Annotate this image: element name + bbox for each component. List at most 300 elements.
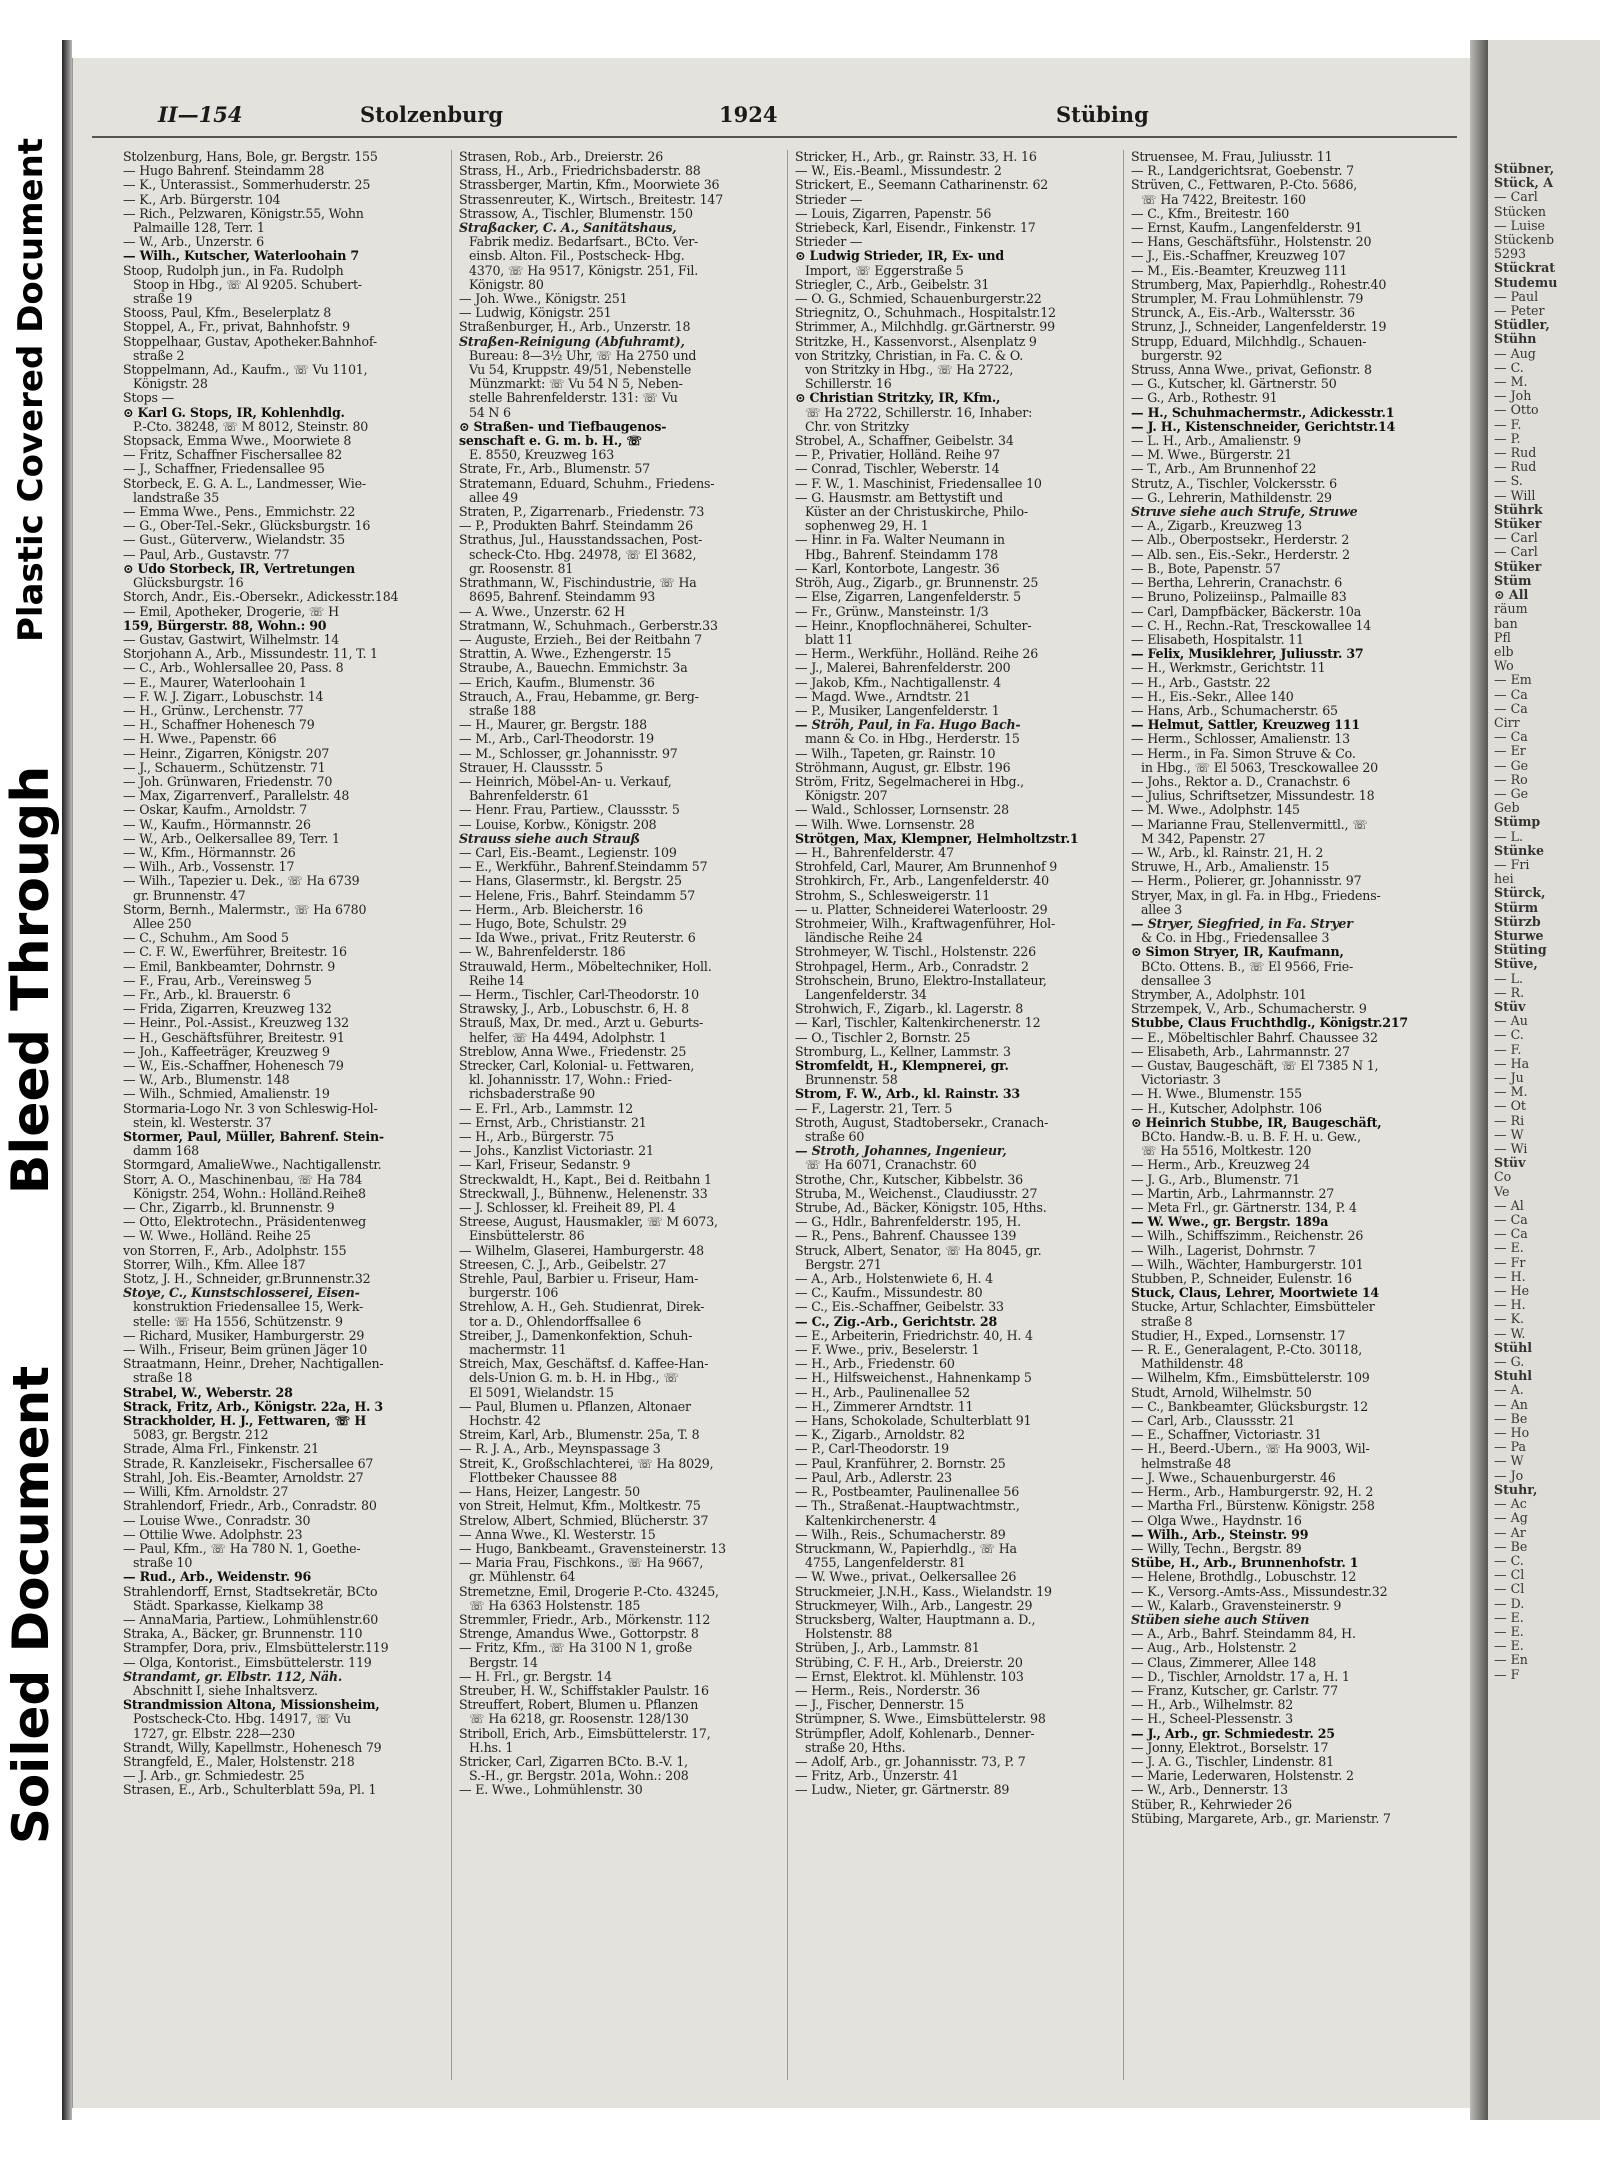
next-page-entry: Stühl <box>1494 1339 1533 1355</box>
directory-entry: Strupp, Eduard, Milchhdlg., Schauen- <box>1131 334 1367 349</box>
directory-entry: — AnnaMaria, Partiew., Lohmühlenstr.60 <box>123 1612 379 1627</box>
directory-entry: Striboll, Erich, Arb., Eimsbüttelerstr. 17, <box>459 1726 711 1741</box>
next-page-entry: Stübner, <box>1494 161 1555 176</box>
directory-entry: Stormgard, AmalieWwe., Nachtigallenstr. <box>123 1158 382 1173</box>
next-page-entry: Stuhl <box>1494 1368 1533 1384</box>
directory-entry: Strass, H., Arb., Friedrichsbaderstr. 88 <box>459 164 701 179</box>
next-page-entry: Cirr <box>1494 714 1520 730</box>
directory-entry: — W., Bahrenfelderstr. 186 <box>459 945 626 960</box>
directory-entry: dels-Union G. m. b. H. in Hbg., ☏ <box>469 1371 679 1386</box>
next-page-entry: — H. <box>1494 1268 1526 1284</box>
next-page-entry: hei <box>1494 871 1514 887</box>
directory-entry: E. 8550, Kreuzweg 163 <box>469 448 615 463</box>
directory-entry: Strötgen, Max, Klempner, Helmholtzstr.1 <box>795 831 1079 846</box>
directory-entry: — Karl, Kontorbote, Langestr. 36 <box>795 561 1000 576</box>
soiled-document-label: Soiled Document <box>2 1365 61 1845</box>
directory-entry: — Bertha, Lehrerin, Cranachstr. 6 <box>1131 576 1343 591</box>
directory-entry: straße 2 <box>133 348 185 363</box>
directory-entry: kl. Johannisstr. 17, Wohn.: Fried- <box>469 1073 672 1088</box>
directory-entry: — M., Schlosser, gr. Johannisstr. 97 <box>459 746 678 761</box>
directory-entry: tor a. D., Ohlendorffsallee 6 <box>469 1314 642 1329</box>
directory-entry: — Frida, Zigarren, Kreuzweg 132 <box>123 1002 332 1017</box>
directory-entry: — Elisabeth, Hospitalstr. 11 <box>1131 632 1304 647</box>
directory-entry: richsbaderstraße 90 <box>469 1087 595 1102</box>
directory-entry: Reihe 14 <box>469 973 524 988</box>
directory-entry: — H. Frl., gr. Bergstr. 14 <box>459 1669 612 1684</box>
directory-entry: stelle: ☏ Ha 1556, Schützenstr. 9 <box>133 1314 343 1329</box>
directory-entry: — Erich, Kaufm., Blumenstr. 36 <box>459 675 655 690</box>
directory-entry: Struckmann, W., Papierhdlg., ☏ Ha <box>795 1541 1017 1556</box>
directory-entry: — Bruno, Polizeiinsp., Palmaille 83 <box>1131 590 1347 605</box>
directory-entry: — Willi, Kfm. Arnoldstr. 27 <box>123 1485 289 1500</box>
directory-entry: — Joh., Kaffeeträger, Kreuzweg 9 <box>123 1044 330 1059</box>
directory-entry: Stoppelmann, Ad., Kaufm., ☏ Vu 1101, <box>123 363 368 378</box>
directory-entry: — W., Eis.-Schaffner, Hohenesch 79 <box>123 1059 344 1073</box>
next-page-entry: — Paul <box>1494 288 1539 304</box>
next-page-entry: Stührk <box>1494 501 1543 517</box>
directory-entry: ☏ Ha 5516, Moltkestr. 120 <box>1141 1144 1312 1159</box>
directory-entry: — W., Eis.-Beaml., Missundestr. 2 <box>795 164 1002 179</box>
directory-entry: allee 49 <box>469 490 518 505</box>
directory-entry: Holstenstr. 88 <box>805 1627 893 1642</box>
directory-entry: Strahlendorf, Friedr., Arb., Conradstr. 80 <box>123 1499 377 1514</box>
directory-entry: von Stritzky, Christian, in Fa. C. & O. <box>795 348 1024 363</box>
directory-entry: ☏ Ha 6363 Holstenstr. 185 <box>469 1598 641 1613</box>
directory-entry: Strohschein, Bruno, Elektro-Installateur, <box>795 973 1047 988</box>
directory-entry: — Gustav, Baugeschäft, ☏ El 7385 N 1, <box>1131 1059 1379 1073</box>
directory-entry: Strecker, Carl, Kolonial- u. Fettwaren, <box>459 1059 695 1073</box>
directory-entry: — J. H., Kistenschneider, Gerichtstr.14 <box>1131 419 1396 434</box>
directory-entry: — Paul, Blumen u. Pflanzen, Altonaer <box>459 1399 691 1414</box>
directory-entry: Stopsack, Emma Wwe., Moorwiete 8 <box>123 434 352 449</box>
directory-entry: Struckmeier, J.N.H., Kass., Wielandstr. 19 <box>795 1584 1052 1599</box>
directory-entry: Strohmeyer, W. Tischl., Holstenstr. 226 <box>795 945 1036 960</box>
next-page-entry: — F. <box>1494 1041 1522 1057</box>
directory-entry: — A. Wwe., Unzerstr. 62 H <box>459 604 625 619</box>
directory-entry: Strassow, A., Tischler, Blumenstr. 150 <box>459 206 693 221</box>
directory-entry: Einsbüttelerstr. 86 <box>469 1229 585 1244</box>
next-page-entry: Ve <box>1494 1183 1510 1199</box>
next-page-entry: — C. <box>1494 1552 1524 1568</box>
directory-entry: — Wilh., Lagerist, Dohrnstr. 7 <box>1131 1243 1316 1258</box>
next-page-entry: — An <box>1494 1396 1528 1412</box>
next-page-entry: — F. <box>1494 416 1522 432</box>
directory-entry: — F., Frau, Arb., Vereinsweg 5 <box>123 973 312 988</box>
directory-entry: — Ströh, Paul, in Fa. Hugo Bach- <box>795 718 1021 733</box>
directory-entry: — C., Zig.-Arb., Gerichtstr. 28 <box>795 1314 998 1329</box>
directory-entry: Strieder — <box>795 235 863 250</box>
next-page-entry: — Be <box>1494 1538 1528 1554</box>
directory-entry: Hbg., Bahrenf. Steindamm 178 <box>805 547 998 562</box>
directory-entry: — C., Eis.-Schaffner, Geibelstr. 33 <box>795 1300 1004 1315</box>
directory-entry: — E., Möbeltischler Bahrf. Chaussee 32 <box>1131 1030 1378 1045</box>
directory-entry: straße 188 <box>469 703 536 718</box>
directory-entry: — R., Pens., Bahrenf. Chaussee 139 <box>795 1229 1017 1244</box>
next-page-entry: — Rud <box>1494 445 1537 461</box>
next-page-fragment <box>1488 40 1600 2120</box>
directory-entry: Städt. Sparkasse, Kielkamp 38 <box>133 1598 324 1613</box>
directory-entry: Bahrenfelderstr. 61 <box>469 789 590 804</box>
header-year: 1924 <box>719 102 778 127</box>
directory-entry: — Paul, Arb., Gustavstr. 77 <box>123 547 290 562</box>
directory-entry: — H., Beerd.-Übern., ☏ Ha 9003, Wil- <box>1131 1442 1370 1457</box>
directory-entry: M 342, Papenstr. 27 <box>1141 831 1266 846</box>
directory-entry: — Elisabeth, Arb., Lahrmannstr. 27 <box>1131 1044 1350 1059</box>
directory-entry: Strümpner, S. Wwe., Eimsbüttelerstr. 98 <box>795 1712 1046 1727</box>
next-page-entry: — Cl <box>1494 1581 1525 1597</box>
directory-entry: Storr, A. O., Maschinenbau, ☏ Ha 784 <box>123 1172 363 1187</box>
directory-entry: scheck-Cto. Hbg. 24978, ☏ El 3682, <box>469 547 697 562</box>
directory-entry: — F., Lagerstr. 21, Terr. 5 <box>795 1101 953 1116</box>
directory-entry: gr. Mühlenstr. 64 <box>469 1570 576 1585</box>
directory-entry: Stoye, C., Kunstschlosserei, Eisen- <box>123 1286 360 1301</box>
directory-entry: H.hs. 1 <box>469 1740 514 1755</box>
directory-entry: ⊙ Karl G. Stops, IR, Kohlenhdlg. <box>123 405 345 420</box>
directory-entry: densallee 3 <box>1141 973 1212 988</box>
directory-entry: Postscheck-Cto. Hbg. 14917, ☏ Vu <box>133 1712 351 1727</box>
next-page-entry: — Joh <box>1494 388 1532 404</box>
next-page-entry: — W <box>1494 1453 1524 1469</box>
directory-entry: — Fritz, Arb., Unzerstr. 41 <box>795 1769 959 1784</box>
next-page-entry: — Ca <box>1494 1212 1528 1228</box>
directory-entry: BCto. Ottens. B., ☏ El 9566, Frie- <box>1141 959 1354 974</box>
directory-entry: — Emma Wwe., Pens., Emmichstr. 22 <box>123 505 356 520</box>
directory-entry: — Max, Zigarrenverf., Parallelstr. 48 <box>123 789 350 804</box>
directory-entry: Königstr. 28 <box>133 377 208 392</box>
directory-entry: — H., Geschäftsführer, Breitestr. 91 <box>123 1030 345 1045</box>
directory-entry: Stotz, J. H., Schneider, gr.Brunnenstr.32 <box>123 1272 371 1287</box>
next-page-entry: — Er <box>1494 743 1526 759</box>
directory-entry: — Hinr. in Fa. Walter Neumann in <box>795 533 1005 548</box>
next-page-entry: — Ac <box>1494 1496 1527 1512</box>
directory-entry: — Karl, Tischler, Kaltenkirchenerstr. 12 <box>795 1016 1041 1031</box>
directory-entry: Stricker, Carl, Zigarren BCto. B.-V. 1, <box>459 1754 688 1769</box>
directory-entry: — Alb. sen., Eis.-Sekr., Herderstr. 2 <box>1131 547 1350 562</box>
directory-entry: — Wilh., Schiffszimm., Reichenstr. 26 <box>1131 1229 1364 1244</box>
directory-entry: Streit, K., Großschlachterei, ☏ Ha 8029, <box>459 1456 714 1471</box>
directory-entry: Struss, Anna Wwe., privat, Gefionstr. 8 <box>1131 363 1372 378</box>
directory-entry: — Hans, Glasermstr., kl. Bergstr. 25 <box>459 874 682 889</box>
directory-entry: — H., Arb., Paulinenallee 52 <box>795 1385 970 1400</box>
next-page-entry: — K. <box>1494 1311 1525 1327</box>
directory-entry: Strathmann, W., Fischindustrie, ☏ Ha <box>459 576 697 591</box>
directory-entry: — H., Bahrenfelderstr. 47 <box>795 845 954 860</box>
directory-entry: Stuck, Claus, Lehrer, Moortwiete 14 <box>1131 1286 1379 1301</box>
directory-entry: — Oskar, Kaufm., Arnoldstr. 7 <box>123 803 308 818</box>
next-page-entry: — E. <box>1494 1623 1524 1639</box>
directory-entry: — Gust., Güterverw., Wielandstr. 35 <box>123 533 345 548</box>
directory-entry: — Louise, Korbw., Königstr. 208 <box>459 817 657 832</box>
directory-entry: — H., Arb., Bürgerstr. 75 <box>459 1130 614 1145</box>
directory-entry: Straatmann, Heinr., Dreher, Nachtigallen- <box>123 1357 384 1372</box>
directory-entry: Struwe, H., Arb., Amalienstr. 15 <box>1131 860 1330 875</box>
directory-entry: Streuffert, Robert, Blumen u. Pflanzen <box>459 1698 699 1713</box>
next-page-entry: Sturwe <box>1494 927 1544 943</box>
directory-entry: Stremetzne, Emil, Drogerie P.-Cto. 43245, <box>459 1584 719 1599</box>
next-page-entry: — Ge <box>1494 757 1529 773</box>
directory-entry: — Claus, Zimmerer, Allee 148 <box>1131 1655 1317 1670</box>
directory-entry: Strahl, Joh. Eis.-Beamter, Arnoldstr. 27 <box>123 1470 364 1485</box>
bleed-through-label: Bleed Through <box>1 765 62 1195</box>
next-page-entry: — M. <box>1494 374 1528 390</box>
directory-entry: Storch, Andr., Eis.-Obersekr., Adickesstr.184 <box>123 590 399 605</box>
next-page-entry: — W <box>1494 1126 1524 1142</box>
directory-entry: Strathus, Jul., Hausstandssachen, Post- <box>459 533 703 548</box>
directory-entry: — W., Arb., Unzerstr. 6 <box>123 235 264 250</box>
directory-entry: — W. Wwe., privat., Oelkersallee 26 <box>795 1570 1017 1585</box>
directory-entry: — W., Arb., Oelkersallee 89, Terr. 1 <box>123 831 340 846</box>
directory-entry: — Fr., Arb., kl. Brauerstr. 6 <box>123 987 291 1002</box>
directory-entry: Königstr. 207 <box>805 789 888 804</box>
directory-entry: straße 10 <box>133 1556 193 1571</box>
next-page-entry: Stüting <box>1494 942 1547 958</box>
directory-entry: Strohkirch, Fr., Arb., Langenfelderstr. 40 <box>795 874 1049 889</box>
directory-entry: — Wilh., Friseur, Beim grünen Jäger 10 <box>123 1343 368 1358</box>
column-divider <box>787 150 788 2080</box>
directory-entry: von Storren, F., Arb., Adolphstr. 155 <box>123 1243 347 1258</box>
directory-entry: — R., Postbeamter, Paulinenallee 56 <box>795 1485 1020 1500</box>
directory-entry: Strunz, J., Schneider, Langenfelderstr. 19 <box>1131 320 1387 335</box>
directory-entry: straße 18 <box>133 1371 193 1386</box>
directory-entry: — Herm., Arb. Bleicherstr. 16 <box>459 902 643 917</box>
next-page-entry: — Fr <box>1494 1254 1526 1270</box>
directory-entry: sophenweg 29, H. 1 <box>805 519 929 534</box>
directory-entry: & Co. in Hbg., Friedensallee 3 <box>1141 931 1330 946</box>
directory-entry: — Carl, Dampfbäcker, Bäckerstr. 10a <box>1131 604 1362 619</box>
directory-entry: machermstr. 11 <box>469 1343 567 1358</box>
directory-entry: — O., Tischler 2, Bornstr. 25 <box>795 1030 971 1045</box>
directory-entry: Strangfeld, E., Maler, Holstenstr. 218 <box>123 1754 355 1769</box>
directory-entry: 8695, Bahrenf. Steindamm 93 <box>469 590 656 605</box>
directory-entry: Stubben, P., Schneider, Eulenstr. 16 <box>1131 1272 1352 1287</box>
directory-entry: — Heinr., Pol.-Assist., Kreuzweg 132 <box>123 1016 349 1031</box>
directory-entry: Palmaille 128, Terr. 1 <box>133 221 265 236</box>
next-page-entry: — H. <box>1494 1297 1526 1313</box>
directory-entry: — D., Tischler, Arnoldstr. 17 a, H. 1 <box>1131 1669 1350 1684</box>
directory-entry: Strassenreuter, K., Wirtsch., Breitestr. 147 <box>459 192 724 207</box>
directory-entry: in Hbg., ☏ El 5063, Tresckowallee 20 <box>1141 760 1378 775</box>
directory-entry: gr. Brunnenstr. 47 <box>133 888 246 903</box>
next-page-entry: Stüker <box>1494 516 1542 532</box>
directory-entry: Strade, R. Kanzleisekr., Fischersallee 67 <box>123 1456 374 1471</box>
directory-entry: Strauch, A., Frau, Hebamme, gr. Berg- <box>459 689 699 704</box>
column-2 <box>459 150 775 2080</box>
directory-entry: — A., Arb., Holstenwiete 6, H. 4 <box>795 1272 993 1287</box>
directory-entry: — Carl, Arb., Claussstr. 21 <box>1131 1414 1295 1429</box>
next-page-entry: Stühn <box>1494 331 1537 347</box>
directory-entry: — Willy, Techn., Bergstr. 89 <box>1131 1541 1302 1556</box>
directory-entry: Strümpfler, Adolf, Kohlenarb., Denner- <box>795 1726 1035 1741</box>
next-page-entry: Stüdler, <box>1494 317 1550 333</box>
side-label-strip <box>0 0 62 2177</box>
directory-entry: — A., Zigarb., Kreuzweg 13 <box>1131 519 1302 534</box>
directory-entry: Stratmann, W., Schuhmach., Gerberstr.33 <box>459 618 718 633</box>
directory-entry: Strohfeld, Carl, Maurer, Am Brunnenhof 9 <box>795 860 1058 875</box>
next-page-entry: Stückenb <box>1494 232 1555 248</box>
directory-entry: Münzmarkt: ☏ Vu 54 N 5, Neben- <box>469 377 683 392</box>
directory-entry: — Paul, Kranführer, 2. Bornstr. 25 <box>795 1456 1006 1471</box>
directory-entry: — Hugo, Bote, Schulstr. 29 <box>459 916 627 931</box>
directory-entry: S.-H., gr. Bergstr. 201a, Wohn.: 208 <box>469 1769 689 1784</box>
next-page-entry: Pfl <box>1494 629 1511 645</box>
directory-entry: Strackholder, H. J., Fettwaren, ☏ H <box>123 1414 367 1429</box>
directory-entry: — O. G., Schmied, Schauenburgerstr.22 <box>795 292 1042 307</box>
next-page-entry: — L. <box>1494 828 1523 844</box>
directory-entry: Strattin, A. Wwe., Ezhengerstr. 15 <box>459 647 672 662</box>
directory-entry: — M., Eis.-Beamter, Kreuzweg 111 <box>1131 263 1348 278</box>
directory-entry: — F. Wwe., priv., Beselerstr. 1 <box>795 1343 980 1358</box>
directory-entry: — Jonny, Elektrot., Borselstr. 17 <box>1131 1740 1329 1755</box>
directory-entry: Streckwall, J., Bühnenw., Helenenstr. 33 <box>459 1186 708 1201</box>
next-page-entry: Stüv <box>1494 998 1526 1014</box>
next-page-entry: — En <box>1494 1652 1528 1668</box>
directory-entry: Straka, A., Bäcker, gr. Brunnenstr. 110 <box>123 1627 363 1642</box>
next-page-entry: — Em <box>1494 672 1532 688</box>
directory-entry: ⊙ Udo Storbeck, IR, Vertretungen <box>123 561 355 576</box>
directory-entry: Stoop, Rudolph jun., in Fa. Rudolph <box>123 263 344 278</box>
page-number: II—154 <box>158 102 243 127</box>
directory-entry: Streesen, C. J., Arb., Geibelstr. 27 <box>459 1257 667 1272</box>
directory-entry: — H., Schaffner Hohenesch 79 <box>123 718 315 733</box>
directory-entry: ☏ Ha 6218, gr. Roosenstr. 128/130 <box>469 1712 689 1727</box>
next-page-entry: — Carl <box>1494 544 1538 560</box>
directory-entry: — G., Lehrerin, Mathildenstr. 29 <box>1131 490 1332 505</box>
next-page-entry: — Carl <box>1494 530 1538 546</box>
directory-entry: — G., Arb., Rothestr. 91 <box>1131 391 1278 406</box>
next-page-entry: Stünke <box>1494 842 1544 858</box>
directory-entry: Flottbeker Chaussee 88 <box>469 1470 617 1485</box>
directory-entry: Striegnitz, O., Schuhmach., Hospitalstr.12 <box>795 306 1056 321</box>
directory-entry: Stoop in Hbg., ☏ Al 9205. Schubert- <box>133 277 362 292</box>
directory-entry: Storjohann A., Arb., Missundestr. 11, T. 1 <box>123 647 378 662</box>
directory-entry: — J., Malerei, Bahrenfelderstr. 200 <box>795 661 1011 676</box>
next-page-entry: — Ri <box>1494 1112 1525 1128</box>
next-page-entry: Stüv <box>1494 1155 1526 1171</box>
directory-entry: — Olga Wwe., Haydnstr. 16 <box>1131 1513 1302 1528</box>
next-page-entry: — L. <box>1494 970 1523 986</box>
directory-entry: — Louis, Zigarren, Papenstr. 56 <box>795 206 992 221</box>
directory-entry: — Alb., Oberpostsekr., Herderstr. 2 <box>1131 533 1350 548</box>
directory-entry: ☏ Ha 2722, Schillerstr. 16, Inhaber: <box>805 405 1033 420</box>
next-page-entry: — Rud <box>1494 459 1537 475</box>
directory-entry: — Joh. Wwe., Königstr. 251 <box>459 292 628 307</box>
directory-entry: — J., Schauerm., Schützenstr. 71 <box>123 760 326 775</box>
directory-entry: BCto. Handw.-B. u. B. F. H. u. Gew., <box>1141 1130 1361 1145</box>
next-page-entry: ⊙ All <box>1494 587 1529 603</box>
column-divider <box>1123 150 1124 2080</box>
directory-entry: Stolzenburg, Hans, Bole, gr. Bergstr. 155 <box>123 150 378 164</box>
directory-entry: — H., Kutscher, Adolphstr. 106 <box>1131 1101 1322 1116</box>
directory-entry: — Herm., Arb., Kreuzweg 24 <box>1131 1158 1310 1173</box>
directory-entry: — Otto, Elektrotechn., Präsidentenweg <box>123 1215 367 1230</box>
next-page-entry: Stürm <box>1494 899 1539 915</box>
next-page-entry: — C. <box>1494 1027 1524 1043</box>
directory-entry: Straßen-Reinigung (Abfuhramt), <box>459 334 685 349</box>
directory-entry: Vu 54, Kruppstr. 49/51, Nebenstelle <box>469 363 692 378</box>
directory-entry: — E., Schaffner, Victoriastr. 31 <box>1131 1428 1322 1443</box>
directory-entry: stein, kl. Westerstr. 37 <box>133 1115 272 1130</box>
directory-entry: Strom, F. W., Arb., kl. Rainstr. 33 <box>795 1087 1020 1102</box>
directory-entry: — Johs., Kanzlist Victoriastr. 21 <box>459 1144 654 1159</box>
directory-entry: Strauer, H. Claussstr. 5 <box>459 760 603 775</box>
directory-entry: — Hans, Heizer, Langestr. 50 <box>459 1485 640 1500</box>
directory-entry: — H., Hilfsweichenst., Hahnenkamp 5 <box>795 1371 1032 1386</box>
directory-entry: — E. Frl., Arb., Lammstr. 12 <box>459 1101 634 1116</box>
directory-entry: stelle Bahrenfelderstr. 131: ☏ Vu <box>469 391 678 406</box>
directory-entry: — J. Schlosser, kl. Freiheit 89, Pl. 4 <box>459 1201 676 1216</box>
directory-entry: Strumberg, Max, Papierhdlg., Rohestr.40 <box>1131 277 1387 292</box>
directory-entry: — Emil, Apotheker, Drogerie, ☏ H <box>123 604 339 619</box>
directory-entry: Stübe, H., Arb., Brunnenhofstr. 1 <box>1131 1556 1359 1571</box>
directory-entry: — H., Grünw., Lerchenstr. 77 <box>123 703 304 718</box>
directory-entry: — Wilh., Tapeten, gr. Rainstr. 10 <box>795 746 996 761</box>
next-page-entries <box>1488 40 1600 1682</box>
directory-entry: — Herm., Tischler, Carl-Theodorstr. 10 <box>459 987 699 1002</box>
directory-entry: — Helene, Fris., Bahrf. Steindamm 57 <box>459 888 696 903</box>
next-page-entry: — Will <box>1494 487 1536 503</box>
directory-entry: Schillerstr. 16 <box>805 377 892 392</box>
directory-entry: Struck, Albert, Senator, ☏ Ha 8045, gr. <box>795 1243 1042 1258</box>
directory-entry: Striebeck, Karl, Eisendr., Finkenstr. 17 <box>795 221 1036 236</box>
directory-entry: — Jakob, Kfm., Nachtigallenstr. 4 <box>795 675 1002 690</box>
directory-entry: — L. H., Arb., Amalienstr. 9 <box>1131 434 1301 449</box>
page-gutter-shadow <box>1470 40 1488 2120</box>
directory-entry: Strunck, A., Eis.-Arb., Waltersstr. 36 <box>1131 306 1355 321</box>
directory-entry: Strack, Fritz, Arb., Königstr. 22a, H. 3 <box>123 1399 383 1414</box>
directory-entry: — Richard, Musiker, Hamburgerstr. 29 <box>123 1328 365 1343</box>
directory-entry: Stricker, H., Arb., gr. Rainstr. 33, H. 16 <box>795 150 1037 164</box>
directory-entry: — H., Scheel-Plessenstr. 3 <box>1131 1712 1293 1727</box>
directory-entry: Allee 250 <box>133 916 192 931</box>
directory-entry: — Hans, Geschäftsführ., Holstenstr. 20 <box>1131 235 1372 250</box>
directory-entry: — Ludw., Nieter, gr. Gärtnerstr. 89 <box>795 1783 1010 1798</box>
directory-entry: Stoppelhaar, Gustav, Apotheker.Bahnhof- <box>123 334 377 349</box>
directory-entry: Strassberger, Martin, Kfm., Moorwiete 36 <box>459 178 720 193</box>
directory-entry: — Heinr., Knopflochnäherei, Schulter- <box>795 618 1032 633</box>
directory-entry: Chr. von Stritzky <box>805 419 909 434</box>
directory-entry: einsb. Alton. Fil., Postscheck- Hbg. <box>469 249 685 264</box>
directory-entry: Stubbe, Claus Fruchthdlg., Königstr.217 <box>1131 1016 1408 1031</box>
directory-entry: Küster an der Christuskirche, Philo- <box>805 505 1028 520</box>
directory-entry: Stratemann, Eduard, Schuhm., Friedens- <box>459 476 715 491</box>
directory-entry: — J., Eis.-Schaffner, Kreuzweg 107 <box>1131 249 1346 264</box>
directory-entry: Storrer, Wilh., Kfm. Allee 187 <box>123 1257 306 1272</box>
next-page-entry: Stückrat <box>1494 260 1556 276</box>
directory-entry: Studt, Arnold, Wilhelmstr. 50 <box>1131 1385 1312 1400</box>
directory-entry: — W., Arb., kl. Rainstr. 21, H. 2 <box>1131 845 1324 860</box>
directory-entry: blatt 11 <box>805 632 854 647</box>
directory-entry: Strasen, Rob., Arb., Dreierstr. 26 <box>459 150 664 164</box>
directory-entry: — C., Kfm., Breitestr. 160 <box>1131 206 1290 221</box>
directory-entry: — H. Wwe., Papenstr. 66 <box>123 732 277 747</box>
directory-entry: Strehlow, A. H., Geh. Studienrat, Direk- <box>459 1300 705 1315</box>
directory-entry: — G., Kutscher, kl. Gärtnerstr. 50 <box>1131 377 1337 392</box>
directory-entry: — W., Kfm., Hörmannstr. 26 <box>123 845 296 860</box>
next-page-entry: — Ge <box>1494 785 1529 801</box>
next-page-entry: — Ot <box>1494 1098 1526 1114</box>
directory-entry: Abschnitt I, siehe Inhaltsverz. <box>133 1683 318 1698</box>
directory-entry: — P., Musiker, Langenfelderstr. 1 <box>795 703 1000 718</box>
directory-entry: Stucke, Artur, Schlachter, Eimsbütteler <box>1131 1300 1375 1315</box>
directory-entry: — Johs., Rektor a. D., Cranachstr. 6 <box>1131 774 1351 789</box>
directory-entry: Strickert, E., Seemann Catharinenstr. 62 <box>795 178 1049 193</box>
directory-entry: — K., Zigarb., Arnoldstr. 82 <box>795 1428 965 1443</box>
directory-entry: — Maria Frau, Fischkons., ☏ Ha 9667, <box>459 1556 704 1571</box>
next-page-entry: — Al <box>1494 1197 1524 1213</box>
next-page-entry: — C. <box>1494 359 1524 375</box>
directory-entry: burgerstr. 92 <box>1141 348 1223 363</box>
column-4 <box>1131 150 1447 2080</box>
